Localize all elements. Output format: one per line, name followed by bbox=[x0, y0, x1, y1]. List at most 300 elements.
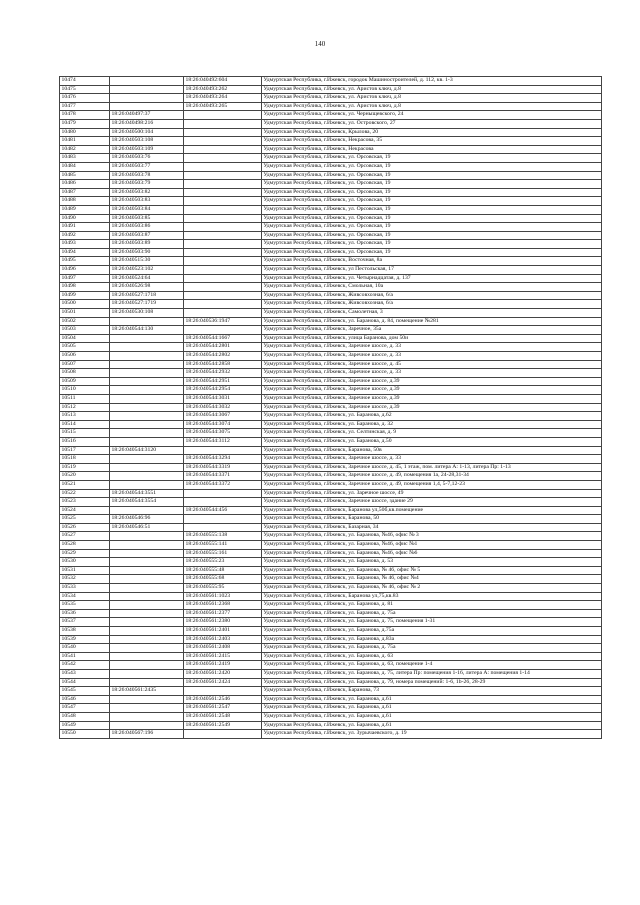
new-cadastral-number-cell: 18:26:040555:161 bbox=[184, 549, 262, 558]
table-row bbox=[60, 420, 602, 429]
table-row bbox=[60, 455, 602, 464]
record-number-cell: 10506 bbox=[60, 352, 110, 361]
address-cell: Удмуртская Республика, г.Ижевск, ул. Аристов ключ, д.8 bbox=[262, 102, 602, 111]
old-cadastral-number-cell bbox=[110, 343, 184, 352]
address-cell: Удмуртская Республика, г.Ижевск, Заречное шоссе, д. 33 bbox=[262, 343, 602, 352]
new-cadastral-number-cell bbox=[184, 248, 262, 257]
new-cadastral-number-cell: 18:26:040555:95 bbox=[184, 584, 262, 593]
record-number-cell: 10549 bbox=[60, 721, 110, 730]
old-cadastral-number-cell bbox=[110, 463, 184, 472]
new-cadastral-number-cell: 18:26:040561:2546 bbox=[184, 695, 262, 704]
record-number-cell: 10542 bbox=[60, 661, 110, 670]
address-cell: Удмуртская Республика, г.Ижевск, ул. Орсовская, 19 bbox=[262, 154, 602, 163]
address-cell: Удмуртская Республика, г.Ижевск, ул. Островского, 27 bbox=[262, 119, 602, 128]
table-row bbox=[60, 472, 602, 481]
new-cadastral-number-cell bbox=[184, 266, 262, 275]
record-number-cell: 10531 bbox=[60, 566, 110, 575]
address-cell: Удмуртская Республика, г.Ижевск, Живсовхозная, 6/а bbox=[262, 291, 602, 300]
table-row bbox=[60, 532, 602, 541]
address-cell: Удмуртская Республика, г.Ижевск, ул. Орсовская, 19 bbox=[262, 205, 602, 214]
old-cadastral-number-cell bbox=[110, 455, 184, 464]
table-row bbox=[60, 515, 602, 524]
old-cadastral-number-cell bbox=[110, 472, 184, 481]
new-cadastral-number-cell: 18:26:040544:3294 bbox=[184, 455, 262, 464]
table-row bbox=[60, 575, 602, 584]
table-row bbox=[60, 678, 602, 687]
old-cadastral-number-cell: 18:26:040524:64 bbox=[110, 274, 184, 283]
address-cell: Удмуртская Республика, г.Ижевск, Самолетная, 3 bbox=[262, 309, 602, 318]
address-cell: Удмуртская Республика, г.Ижевск, ул. Баранова, д.75а bbox=[262, 627, 602, 636]
old-cadastral-number-cell: 18:26:040544:130 bbox=[110, 326, 184, 335]
address-cell: Удмуртская Республика, г.Ижевск, Заречное шоссе, д. 49, помещения 1а, 24-28,31-34 bbox=[262, 472, 602, 481]
old-cadastral-number-cell: 18:26:040515:30 bbox=[110, 257, 184, 266]
old-cadastral-number-cell bbox=[110, 652, 184, 661]
address-cell: Удмуртская Республика, г.Ижевск, Заречное шоссе, д.39 bbox=[262, 386, 602, 395]
record-number-cell: 10480 bbox=[60, 128, 110, 137]
old-cadastral-number-cell bbox=[110, 592, 184, 601]
table-row bbox=[60, 343, 602, 352]
new-cadastral-number-cell bbox=[184, 180, 262, 189]
record-number-cell: 10485 bbox=[60, 171, 110, 180]
new-cadastral-number-cell bbox=[184, 523, 262, 532]
address-cell: Удмуртская Республика, г.Ижевск, ул. Орсовская, 19 bbox=[262, 240, 602, 249]
old-cadastral-number-cell bbox=[110, 635, 184, 644]
table-row bbox=[60, 652, 602, 661]
table-row bbox=[60, 291, 602, 300]
address-cell: Удмуртская Республика, г.Ижевск, Заречное шоссе, д. 45, 1 этаж, пом. литера А: 1-13, литера Пр: 1-13 bbox=[262, 463, 602, 472]
table-row bbox=[60, 205, 602, 214]
new-cadastral-number-cell: 18:26:040561:2408 bbox=[184, 644, 262, 653]
table-row bbox=[60, 352, 602, 361]
new-cadastral-number-cell: 18:26:040544:3372 bbox=[184, 480, 262, 489]
address-cell: Удмуртская Республика, г.Ижевск, ул. Зурычаевского, д. 19 bbox=[262, 730, 602, 739]
record-number-cell: 10534 bbox=[60, 592, 110, 601]
record-number-cell: 10496 bbox=[60, 266, 110, 275]
record-number-cell: 10493 bbox=[60, 240, 110, 249]
table-row bbox=[60, 266, 602, 275]
table-row bbox=[60, 300, 602, 309]
address-cell: Удмуртская Республика, г.Ижевск, ул. Баранова, д. 75а bbox=[262, 609, 602, 618]
record-number-cell: 10498 bbox=[60, 283, 110, 292]
table-row bbox=[60, 498, 602, 507]
record-number-cell: 10538 bbox=[60, 627, 110, 636]
old-cadastral-number-cell: 18:26:040544:3120 bbox=[110, 446, 184, 455]
record-number-cell: 10524 bbox=[60, 506, 110, 515]
record-number-cell: 10483 bbox=[60, 154, 110, 163]
address-cell: Удмуртская Республика, г.Ижевск, ул. Баранова, д.83а bbox=[262, 635, 602, 644]
record-number-cell: 10515 bbox=[60, 429, 110, 438]
table-row bbox=[60, 549, 602, 558]
old-cadastral-number-cell bbox=[110, 609, 184, 618]
record-number-cell: 10503 bbox=[60, 326, 110, 335]
address-cell: Удмуртская Республика, г.Ижевск, Крылова, 20 bbox=[262, 128, 602, 137]
address-cell: Удмуртская Республика, г.Ижевск, ул. Баранова, № 46, офис №4 bbox=[262, 575, 602, 584]
new-cadastral-number-cell: 18:26:040561:2401 bbox=[184, 627, 262, 636]
old-cadastral-number-cell: 18:26:040503:82 bbox=[110, 188, 184, 197]
new-cadastral-number-cell: 18:26:040544:3319 bbox=[184, 463, 262, 472]
address-cell: Удмуртская Республика, г.Ижевск, ул. Орсовская, 19 bbox=[262, 197, 602, 206]
record-number-cell: 10500 bbox=[60, 300, 110, 309]
old-cadastral-number-cell: 18:26:040544:3554 bbox=[110, 498, 184, 507]
table-row bbox=[60, 618, 602, 627]
table-row bbox=[60, 180, 602, 189]
new-cadastral-number-cell bbox=[184, 283, 262, 292]
record-number-cell: 10490 bbox=[60, 214, 110, 223]
table-row bbox=[60, 154, 602, 163]
table-row bbox=[60, 669, 602, 678]
record-number-cell: 10518 bbox=[60, 455, 110, 464]
table-row bbox=[60, 377, 602, 386]
record-number-cell: 10529 bbox=[60, 549, 110, 558]
address-cell: Удмуртская Республика, г.Ижевск, ул. Орсовская, 19 bbox=[262, 231, 602, 240]
table-row bbox=[60, 128, 602, 137]
old-cadastral-number-cell bbox=[110, 575, 184, 584]
record-number-cell: 10532 bbox=[60, 575, 110, 584]
record-number-cell: 10504 bbox=[60, 334, 110, 343]
record-number-cell: 10548 bbox=[60, 712, 110, 721]
new-cadastral-number-cell: 18:26:040544:2932 bbox=[184, 369, 262, 378]
table-row bbox=[60, 635, 602, 644]
new-cadastral-number-cell: 18:26:040561:2377 bbox=[184, 609, 262, 618]
new-cadastral-number-cell bbox=[184, 154, 262, 163]
address-cell: Удмуртская Республика, г.Ижевск, ул. Баранова, №46, офис №1 bbox=[262, 541, 602, 550]
record-number-cell: 10509 bbox=[60, 377, 110, 386]
new-cadastral-number-cell: 18:26:040561:1023 bbox=[184, 592, 262, 601]
table-row bbox=[60, 695, 602, 704]
record-number-cell: 10497 bbox=[60, 274, 110, 283]
old-cadastral-number-cell: 18:26:040503:78 bbox=[110, 171, 184, 180]
record-number-cell: 10541 bbox=[60, 652, 110, 661]
address-cell: Удмуртская Республика, г.Ижевск, ул. Орсовская, 19 bbox=[262, 223, 602, 232]
new-cadastral-number-cell: 18:26:040544:3371 bbox=[184, 472, 262, 481]
table-row bbox=[60, 721, 602, 730]
record-number-cell: 10477 bbox=[60, 102, 110, 111]
old-cadastral-number-cell bbox=[110, 549, 184, 558]
new-cadastral-number-cell: 18:26:040544:3031 bbox=[184, 394, 262, 403]
old-cadastral-number-cell: 18:26:040546:96 bbox=[110, 515, 184, 524]
new-cadastral-number-cell bbox=[184, 145, 262, 154]
table-row bbox=[60, 584, 602, 593]
table-row bbox=[60, 248, 602, 257]
old-cadastral-number-cell bbox=[110, 644, 184, 653]
record-number-cell: 10482 bbox=[60, 145, 110, 154]
address-cell: Удмуртская Республика, г.Ижевск, Заречное шоссе, д. 33 bbox=[262, 369, 602, 378]
new-cadastral-number-cell: 18:26:040544:2858 bbox=[184, 360, 262, 369]
new-cadastral-number-cell: 18:26:040493:262 bbox=[184, 85, 262, 94]
new-cadastral-number-cell bbox=[184, 231, 262, 240]
new-cadastral-number-cell bbox=[184, 171, 262, 180]
table-row bbox=[60, 523, 602, 532]
new-cadastral-number-cell bbox=[184, 205, 262, 214]
record-number-cell: 10522 bbox=[60, 489, 110, 498]
new-cadastral-number-cell: 18:26:040544:3112 bbox=[184, 437, 262, 446]
record-number-cell: 10513 bbox=[60, 412, 110, 421]
new-cadastral-number-cell bbox=[184, 300, 262, 309]
old-cadastral-number-cell: 18:26:040530:108 bbox=[110, 309, 184, 318]
record-number-cell: 10488 bbox=[60, 197, 110, 206]
old-cadastral-number-cell: 18:26:040503:79 bbox=[110, 180, 184, 189]
address-cell: Удмуртская Республика, г.Ижевск, ул. Баранова, д. 79, номера помещений: 1-6, 1b-26, 28-29 bbox=[262, 678, 602, 687]
address-cell: Удмуртская Республика, г.Ижевск, улица Баранова, дом 50и bbox=[262, 334, 602, 343]
table-row bbox=[60, 627, 602, 636]
record-number-cell: 10502 bbox=[60, 317, 110, 326]
new-cadastral-number-cell: 18:26:040544:1667 bbox=[184, 334, 262, 343]
old-cadastral-number-cell bbox=[110, 334, 184, 343]
old-cadastral-number-cell: 18:26:040561:2435 bbox=[110, 687, 184, 696]
old-cadastral-number-cell: 18:26:040503:86 bbox=[110, 223, 184, 232]
page-number: 140 bbox=[314, 40, 326, 48]
address-cell: Удмуртская Республика, г.Ижевск, ул. Баранова, д.61 bbox=[262, 721, 602, 730]
record-number-cell: 10533 bbox=[60, 584, 110, 593]
address-cell: Удмуртская Республика, г.Ижевск, городок Машиностроителей, д. 112, кв. 1-3 bbox=[262, 77, 602, 86]
table-row bbox=[60, 77, 602, 86]
table-row bbox=[60, 446, 602, 455]
address-cell: Удмуртская Республика, г.Ижевск, ул. Орсовская, 19 bbox=[262, 162, 602, 171]
new-cadastral-number-cell: 18:26:040561:2380 bbox=[184, 618, 262, 627]
new-cadastral-number-cell: 18:26:040544:2951 bbox=[184, 377, 262, 386]
old-cadastral-number-cell bbox=[110, 102, 184, 111]
new-cadastral-number-cell bbox=[184, 730, 262, 739]
table-row bbox=[60, 137, 602, 146]
new-cadastral-number-cell: 18:26:040536:1947 bbox=[184, 317, 262, 326]
new-cadastral-number-cell bbox=[184, 515, 262, 524]
record-number-cell: 10495 bbox=[60, 257, 110, 266]
table-row bbox=[60, 231, 602, 240]
old-cadastral-number-cell bbox=[110, 584, 184, 593]
record-number-cell: 10539 bbox=[60, 635, 110, 644]
record-number-cell: 10519 bbox=[60, 463, 110, 472]
address-cell: Удмуртская Республика, г.Ижевск, Баранова, 50 bbox=[262, 515, 602, 524]
address-cell: Удмуртская Республика, г.Ижевск, ул. Аристов ключ, д.8 bbox=[262, 94, 602, 103]
record-number-cell: 10486 bbox=[60, 180, 110, 189]
record-number-cell: 10530 bbox=[60, 558, 110, 567]
new-cadastral-number-cell bbox=[184, 214, 262, 223]
address-cell: Удмуртская Республика, г.Ижевск, ул. Черныщевского, 24 bbox=[262, 111, 602, 120]
old-cadastral-number-cell: 18:26:040503:109 bbox=[110, 145, 184, 154]
table-row bbox=[60, 566, 602, 575]
table-row bbox=[60, 403, 602, 412]
new-cadastral-number-cell: 18:26:040561:2548 bbox=[184, 712, 262, 721]
record-number-cell: 10478 bbox=[60, 111, 110, 120]
new-cadastral-number-cell: 18:26:040561:2549 bbox=[184, 721, 262, 730]
address-cell: Удмуртская Республика, г.Ижевск, ул. Баранова, д.61 bbox=[262, 704, 602, 713]
old-cadastral-number-cell bbox=[110, 360, 184, 369]
address-cell: Удмуртская Республика, г.Ижевск, ул. Баранова, д. 53 bbox=[262, 558, 602, 567]
old-cadastral-number-cell bbox=[110, 721, 184, 730]
address-cell: Удмуртская Республика, г.Ижевск, ул. Баранова, д. 75, литера Пр: помещения 1-16, литера А: помещения 1-14 bbox=[262, 669, 602, 678]
old-cadastral-number-cell bbox=[110, 377, 184, 386]
record-number-cell: 10526 bbox=[60, 523, 110, 532]
new-cadastral-number-cell bbox=[184, 274, 262, 283]
new-cadastral-number-cell: 18:26:040561:2415 bbox=[184, 652, 262, 661]
record-number-cell: 10527 bbox=[60, 532, 110, 541]
record-number-cell: 10501 bbox=[60, 309, 110, 318]
old-cadastral-number-cell: 18:26:040503:83 bbox=[110, 197, 184, 206]
old-cadastral-number-cell: 18:26:040503:87 bbox=[110, 231, 184, 240]
record-number-cell: 10510 bbox=[60, 386, 110, 395]
old-cadastral-number-cell bbox=[110, 352, 184, 361]
table-row bbox=[60, 463, 602, 472]
old-cadastral-number-cell bbox=[110, 77, 184, 86]
record-number-cell: 10517 bbox=[60, 446, 110, 455]
new-cadastral-number-cell bbox=[184, 257, 262, 266]
table-row bbox=[60, 592, 602, 601]
new-cadastral-number-cell bbox=[184, 326, 262, 335]
record-number-cell: 10494 bbox=[60, 248, 110, 257]
record-number-cell: 10523 bbox=[60, 498, 110, 507]
cadastral-register-table bbox=[59, 76, 602, 739]
record-number-cell: 10508 bbox=[60, 369, 110, 378]
address-cell: Удмуртская Республика, г.Ижевск, ул. Баранова, д.62 bbox=[262, 412, 602, 421]
old-cadastral-number-cell bbox=[110, 627, 184, 636]
record-number-cell: 10525 bbox=[60, 515, 110, 524]
old-cadastral-number-cell: 18:26:040503:85 bbox=[110, 214, 184, 223]
old-cadastral-number-cell: 18:26:040497:37 bbox=[110, 111, 184, 120]
new-cadastral-number-cell: 18:26:040493:264 bbox=[184, 94, 262, 103]
address-cell: Удмуртская Республика, г.Ижевск, Заречное шоссе, д.39 bbox=[262, 403, 602, 412]
address-cell: Удмуртская Республика, г.Ижевск, ул. Селтинская, д. 9 bbox=[262, 429, 602, 438]
table-row bbox=[60, 558, 602, 567]
new-cadastral-number-cell bbox=[184, 128, 262, 137]
table-row bbox=[60, 386, 602, 395]
new-cadastral-number-cell: 18:26:040544:3075 bbox=[184, 429, 262, 438]
address-cell: Удмуртская Республика, г.Ижевск, Заречное шоссе, д. 49, помещения 1,4, 5-7,12-23 bbox=[262, 480, 602, 489]
address-cell: Удмуртская Республика, г.Ижевск, Живсовхозная, 6/а bbox=[262, 300, 602, 309]
new-cadastral-number-cell: 18:26:040544:456 bbox=[184, 506, 262, 515]
address-cell: Удмуртская Республика, г.Ижевск, Некрасова, 35 bbox=[262, 137, 602, 146]
record-number-cell: 10547 bbox=[60, 704, 110, 713]
address-cell: Удмуртская Республика, г.Ижевск, ул. Орсовская, 19 bbox=[262, 188, 602, 197]
table-row bbox=[60, 394, 602, 403]
record-number-cell: 10537 bbox=[60, 618, 110, 627]
new-cadastral-number-cell: 18:26:040561:2403 bbox=[184, 635, 262, 644]
new-cadastral-number-cell bbox=[184, 188, 262, 197]
old-cadastral-number-cell bbox=[110, 704, 184, 713]
address-cell: Удмуртская Республика, г.Ижевск, ул. Баранова, д. 84, помещение №281 bbox=[262, 317, 602, 326]
old-cadastral-number-cell: 18:26:040527:1718 bbox=[110, 291, 184, 300]
table-row bbox=[60, 360, 602, 369]
new-cadastral-number-cell: 18:26:040544:2801 bbox=[184, 343, 262, 352]
address-cell: Удмуртская Республика, г.Ижевск, ул. Орсовская, 19 bbox=[262, 171, 602, 180]
record-number-cell: 10499 bbox=[60, 291, 110, 300]
table-row bbox=[60, 171, 602, 180]
record-number-cell: 10545 bbox=[60, 687, 110, 696]
record-number-cell: 10489 bbox=[60, 205, 110, 214]
new-cadastral-number-cell bbox=[184, 240, 262, 249]
address-cell: Удмуртская Республика, г.Ижевск, ул. Баранова, д. 63 bbox=[262, 652, 602, 661]
old-cadastral-number-cell bbox=[110, 386, 184, 395]
record-number-cell: 10528 bbox=[60, 541, 110, 550]
old-cadastral-number-cell bbox=[110, 480, 184, 489]
register-body bbox=[60, 77, 602, 739]
record-number-cell: 10487 bbox=[60, 188, 110, 197]
address-cell: Удмуртская Республика, г.Ижевск, Заречное шоссе, д. 33 bbox=[262, 455, 602, 464]
table-row bbox=[60, 704, 602, 713]
old-cadastral-number-cell: 18:26:040567:196 bbox=[110, 730, 184, 739]
address-cell: Удмуртская Республика, г.Ижевск, Смольная, 10а bbox=[262, 283, 602, 292]
address-cell: Удмуртская Республика, г.Ижевск, ул. Заречное шоссе, 49 bbox=[262, 489, 602, 498]
new-cadastral-number-cell: 18:26:040544:2802 bbox=[184, 352, 262, 361]
record-number-cell: 10520 bbox=[60, 472, 110, 481]
new-cadastral-number-cell bbox=[184, 687, 262, 696]
table-row bbox=[60, 94, 602, 103]
address-cell: Удмуртская Республика, г.Ижевск, ул. Баранова, №46, офис №6 bbox=[262, 549, 602, 558]
table-row bbox=[60, 309, 602, 318]
address-cell: Удмуртская Республика, г.Ижевск, ул. Баранова, д. 63, помещение 1-4 bbox=[262, 661, 602, 670]
new-cadastral-number-cell bbox=[184, 137, 262, 146]
table-row bbox=[60, 601, 602, 610]
old-cadastral-number-cell: 18:26:040503:89 bbox=[110, 240, 184, 249]
table-row bbox=[60, 283, 602, 292]
new-cadastral-number-cell: 18:26:040555:48 bbox=[184, 566, 262, 575]
table-row bbox=[60, 437, 602, 446]
address-cell: Удмуртская Республика, г.Ижевск, ул. Четырнадцатая, д. 137 bbox=[262, 274, 602, 283]
record-number-cell: 10481 bbox=[60, 137, 110, 146]
record-number-cell: 10512 bbox=[60, 403, 110, 412]
old-cadastral-number-cell bbox=[110, 317, 184, 326]
table-row bbox=[60, 412, 602, 421]
new-cadastral-number-cell bbox=[184, 291, 262, 300]
table-row bbox=[60, 644, 602, 653]
new-cadastral-number-cell: 18:26:040561:2419 bbox=[184, 661, 262, 670]
new-cadastral-number-cell: 18:26:040561:2547 bbox=[184, 704, 262, 713]
table-row bbox=[60, 119, 602, 128]
old-cadastral-number-cell: 18:26:040544:3551 bbox=[110, 489, 184, 498]
old-cadastral-number-cell bbox=[110, 429, 184, 438]
address-cell: Удмуртская Республика, г.Ижевск, ул. Орсовская, 19 bbox=[262, 248, 602, 257]
address-cell: Удмуртская Республика, г.Ижевск, ул. Аристов ключ, д.8 bbox=[262, 85, 602, 94]
new-cadastral-number-cell bbox=[184, 498, 262, 507]
old-cadastral-number-cell bbox=[110, 394, 184, 403]
old-cadastral-number-cell bbox=[110, 669, 184, 678]
table-row bbox=[60, 687, 602, 696]
new-cadastral-number-cell bbox=[184, 197, 262, 206]
old-cadastral-number-cell: 18:26:040503:76 bbox=[110, 154, 184, 163]
old-cadastral-number-cell bbox=[110, 420, 184, 429]
record-number-cell: 10540 bbox=[60, 644, 110, 653]
new-cadastral-number-cell: 18:26:040544:3067 bbox=[184, 412, 262, 421]
new-cadastral-number-cell bbox=[184, 119, 262, 128]
old-cadastral-number-cell: 18:26:040503:90 bbox=[110, 248, 184, 257]
old-cadastral-number-cell bbox=[110, 678, 184, 687]
address-cell: Удмуртская Республика, г.Ижевск, Баранова, 73 bbox=[262, 687, 602, 696]
record-number-cell: 10507 bbox=[60, 360, 110, 369]
record-number-cell: 10516 bbox=[60, 437, 110, 446]
table-row bbox=[60, 85, 602, 94]
record-number-cell: 10476 bbox=[60, 94, 110, 103]
address-cell: Удмуртская Республика, г.Ижевск, Заречное, 35а bbox=[262, 326, 602, 335]
table-row bbox=[60, 369, 602, 378]
old-cadastral-number-cell: 18:26:040523:102 bbox=[110, 266, 184, 275]
record-number-cell: 10536 bbox=[60, 609, 110, 618]
table-row bbox=[60, 480, 602, 489]
table-row bbox=[60, 730, 602, 739]
record-number-cell: 10546 bbox=[60, 695, 110, 704]
new-cadastral-number-cell: 18:26:040555:23 bbox=[184, 558, 262, 567]
record-number-cell: 10491 bbox=[60, 223, 110, 232]
record-number-cell: 10511 bbox=[60, 394, 110, 403]
old-cadastral-number-cell bbox=[110, 369, 184, 378]
new-cadastral-number-cell: 18:26:040555:138 bbox=[184, 532, 262, 541]
address-cell: Удмуртская Республика, г.Ижевск, ул. Орсовская, 19 bbox=[262, 180, 602, 189]
table-row bbox=[60, 214, 602, 223]
address-cell: Удмуртская Республика, г.Ижевск, ул. Баранова, д. 81 bbox=[262, 601, 602, 610]
record-number-cell: 10544 bbox=[60, 678, 110, 687]
table-row bbox=[60, 102, 602, 111]
old-cadastral-number-cell: 18:26:040546:51 bbox=[110, 523, 184, 532]
address-cell: Удмуртская Республика, г.Ижевск, Баранова ул,50б,кв.помещение bbox=[262, 506, 602, 515]
table-row bbox=[60, 489, 602, 498]
